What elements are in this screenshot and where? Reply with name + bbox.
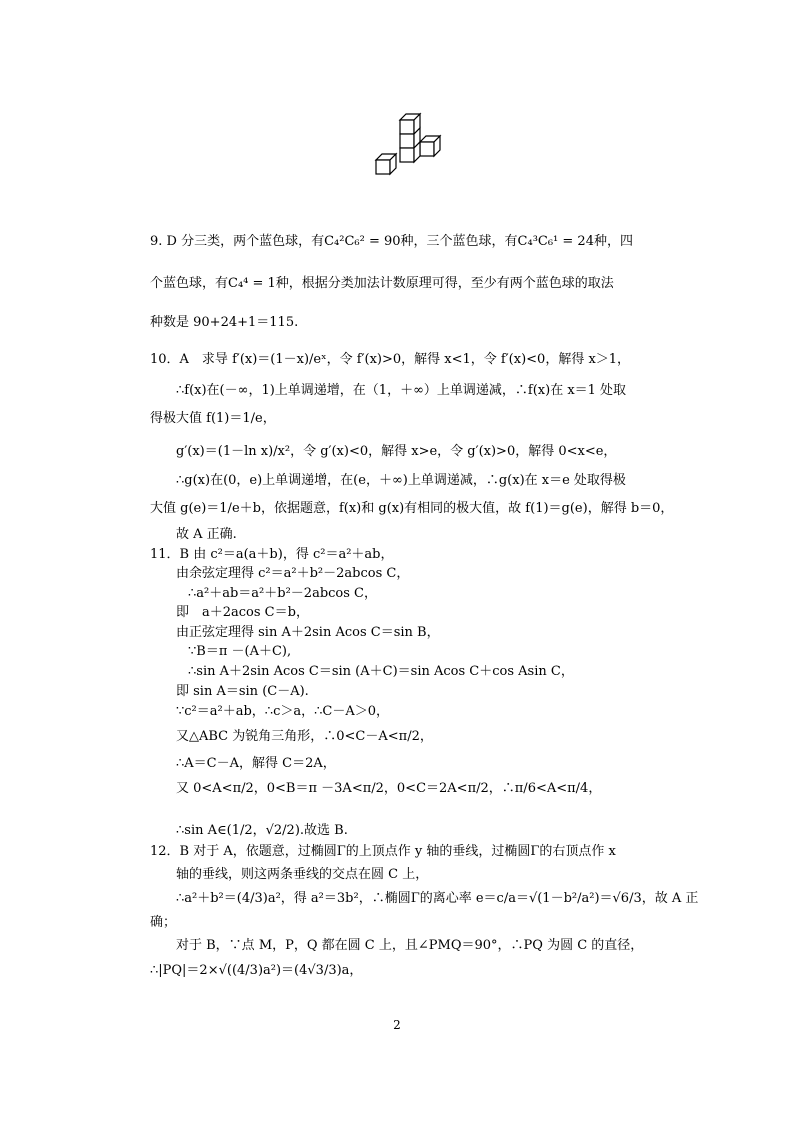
line-l2: 个蓝色球，有C₄⁴ = 1种，根据分类加法计数原理可得，至少有两个蓝色球的取法 [150,276,614,291]
line-l27: 确； [150,915,177,930]
line-l22: 又 0<A<π/2，0<B＝π －3A<π/2，0<C＝2A<π/2，∴π/6<A<π/4， [176,781,602,796]
line-l5: ∴f(x)在(－∞，1)上单调递增，在（1，＋∞）上单调递减，∴f(x)在 x＝1 处取 [176,383,627,398]
line-l26: ∴a²＋b²＝(4/3)a²，得 a²＝3b²，∴椭圆Γ的离心率 e＝c/a＝√(1－b²/a²)＝√6/3，故 A 正 [176,891,699,906]
line-l28: 对于 B，∵点 M，P，Q 都在圆 C 上，且∠PMQ＝90°，∴PQ 为圆 C 的直径， [176,938,644,953]
page-number: 2 [393,1018,401,1032]
line-l12: 由余弦定理得 c²＝a²＋b²－2abcos C， [176,566,410,581]
line-l29: ∴|PQ|＝2×√((4/3)a²)＝(4√3/3)a， [150,963,363,978]
line-l21: ∴A＝C－A，解得 C＝2A， [176,756,336,771]
line-l20: 又△ABC 为锐角三角形，∴0<C－A<π/2， [176,729,433,744]
line-l25: 轴的垂线，则这两条垂线的交点在圆 C 上， [176,867,429,882]
line-l23: ∴sin A∈(1/2，√2/2).故选 B. [176,823,348,838]
line-l16: ∵B＝π －(A＋C), [188,644,292,659]
line-l1: 9. D 分三类，两个蓝色球，有C₄²C₆² = 90种，三个蓝色球，有C₄³C₆¹ = 24种，四 [150,234,633,249]
line-l14: 即 a＋2acos C＝b， [176,605,309,620]
line-l9: 大值 g(e)＝1/e＋b，依据题意，f(x)和 g(x)有相同的极大值，故 f(1)＝g(e)，解得 b＝0， [150,501,674,516]
line-l3: 种数是 90+24+1＝115. [150,315,299,330]
line-l15: 由正弦定理得 sin A＋2sin Acos C＝sin B， [176,625,440,640]
line-l6: 得极大值 f(1)＝1/e， [150,411,276,426]
stacked-cubes-figure [370,108,450,188]
line-l13: ∴a²＋ab＝a²＋b²－2abcos C， [188,586,378,601]
line-l11: 11．B 由 c²＝a(a＋b)，得 c²＝a²＋ab， [150,547,394,562]
line-l4: 10．A 求导 f′(x)＝(1－x)/eˣ，令 f′(x)>0，解得 x<1，令 f′(x)<0，解得 x＞1， [150,352,631,367]
line-l24: 12．B 对于 A，依题意，过椭圆Γ的上顶点作 y 轴的垂线，过椭圆Γ的右顶点作 x [150,844,616,859]
line-l19: ∵c²＝a²＋ab，∴c＞a，∴C－A＞0， [176,704,389,719]
line-l10: 故 A 正确. [176,527,237,542]
line-l8: ∴g(x)在(0，e)上单调递增，在(e，＋∞)上单调递减，∴g(x)在 x＝e 处取得极 [176,473,626,488]
line-l17: ∴sin A＋2sin Acos C＝sin (A＋C)＝sin Acos C＋cos Asin C， [188,664,574,679]
line-l7: g′(x)＝(1－ln x)/x²，令 g′(x)<0，解得 x>e，令 g′(x)>0，解得 0<x<e， [176,444,617,459]
line-l18: 即 sin A＝sin (C－A). [176,684,309,699]
